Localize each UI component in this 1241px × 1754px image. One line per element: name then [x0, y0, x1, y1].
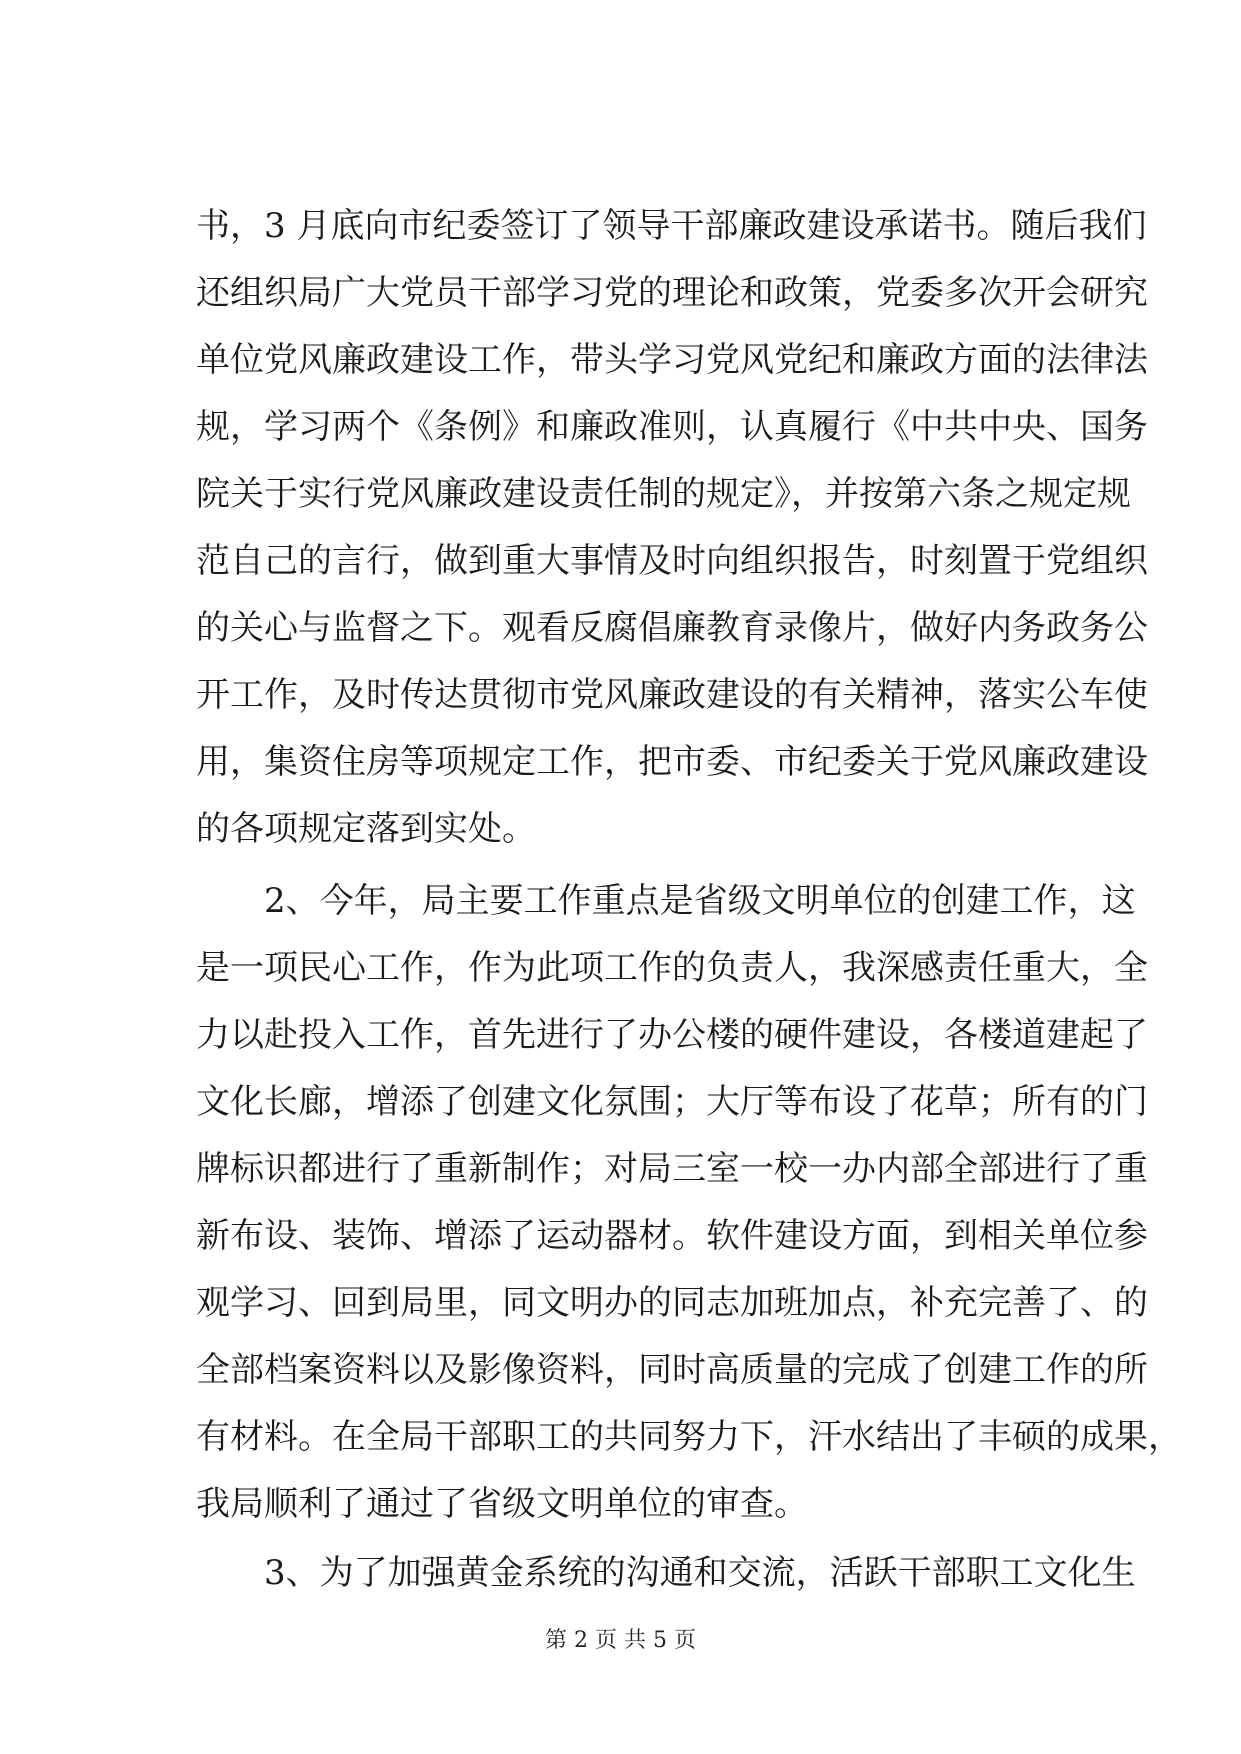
text-line: 我局顺利了通过了省级文明单位的审查。: [196, 1484, 808, 1524]
text-line: 力以赴投入工作，首先进行了办公楼的硬件建设，各楼道建起了: [196, 1015, 1148, 1055]
text-line: 全部档案资料以及影像资料，同时高质量的完成了创建工作的所: [196, 1350, 1148, 1390]
text-line: 观学习、回到局里，同文明办的同志加班加点，补充完善了、的: [196, 1283, 1148, 1323]
text-line: 的关心与监督之下。观看反腐倡廉教育录像片，做好内务政务公: [196, 608, 1148, 648]
text-line: 用，集资住房等项规定工作，把市委、市纪委关于党风廉政建设: [196, 742, 1148, 782]
text-line: 牌标识都进行了重新制作；对局三室一校一办内部全部进行了重: [196, 1149, 1148, 1189]
text-line: 范自己的言行，做到重大事情及时向组织报告，时刻置于党组织: [196, 541, 1148, 581]
text-line: 还组织局广大党员干部学习党的理论和政策，党委多次开会研究: [196, 273, 1148, 313]
text-line: 规，学习两个《条例》和廉政准则，认真履行《中共中央、国务: [196, 407, 1148, 447]
text-line: 单位党风廉政建设工作，带头学习党风党纪和廉政方面的法律法: [196, 340, 1148, 380]
text-line: 3、为了加强黄金系统的沟通和交流，活跃干部职工文化生: [264, 1553, 1136, 1593]
text-line: 的各项规定落到实处。: [196, 809, 536, 849]
text-line: 是一项民心工作，作为此项工作的负责人，我深感责任重大，全: [196, 948, 1148, 988]
text-line: 2、今年，局主要工作重点是省级文明单位的创建工作，这: [264, 881, 1136, 921]
text-line: 文化长廊，增添了创建文化氛围；大厅等布设了花草；所有的门: [196, 1082, 1148, 1122]
text-line: 开工作，及时传达贯彻市党风廉政建设的有关精神，落实公车使: [196, 675, 1148, 715]
text-line: 书，3 月底向市纪委签订了领导干部廉政建设承诺书。随后我们: [196, 206, 1147, 246]
text-line: 新布设、装饰、增添了运动器材。软件建设方面，到相关单位参: [196, 1216, 1148, 1256]
page-number-footer: 第 2 页 共 5 页: [545, 1628, 696, 1653]
text-line: 院关于实行党风廉政建设责任制的规定》，并按第六条之规定规: [196, 474, 1131, 514]
text-line: 有材料。在全局干部职工的共同努力下，汗水结出了丰硕的成果，: [196, 1417, 1182, 1457]
